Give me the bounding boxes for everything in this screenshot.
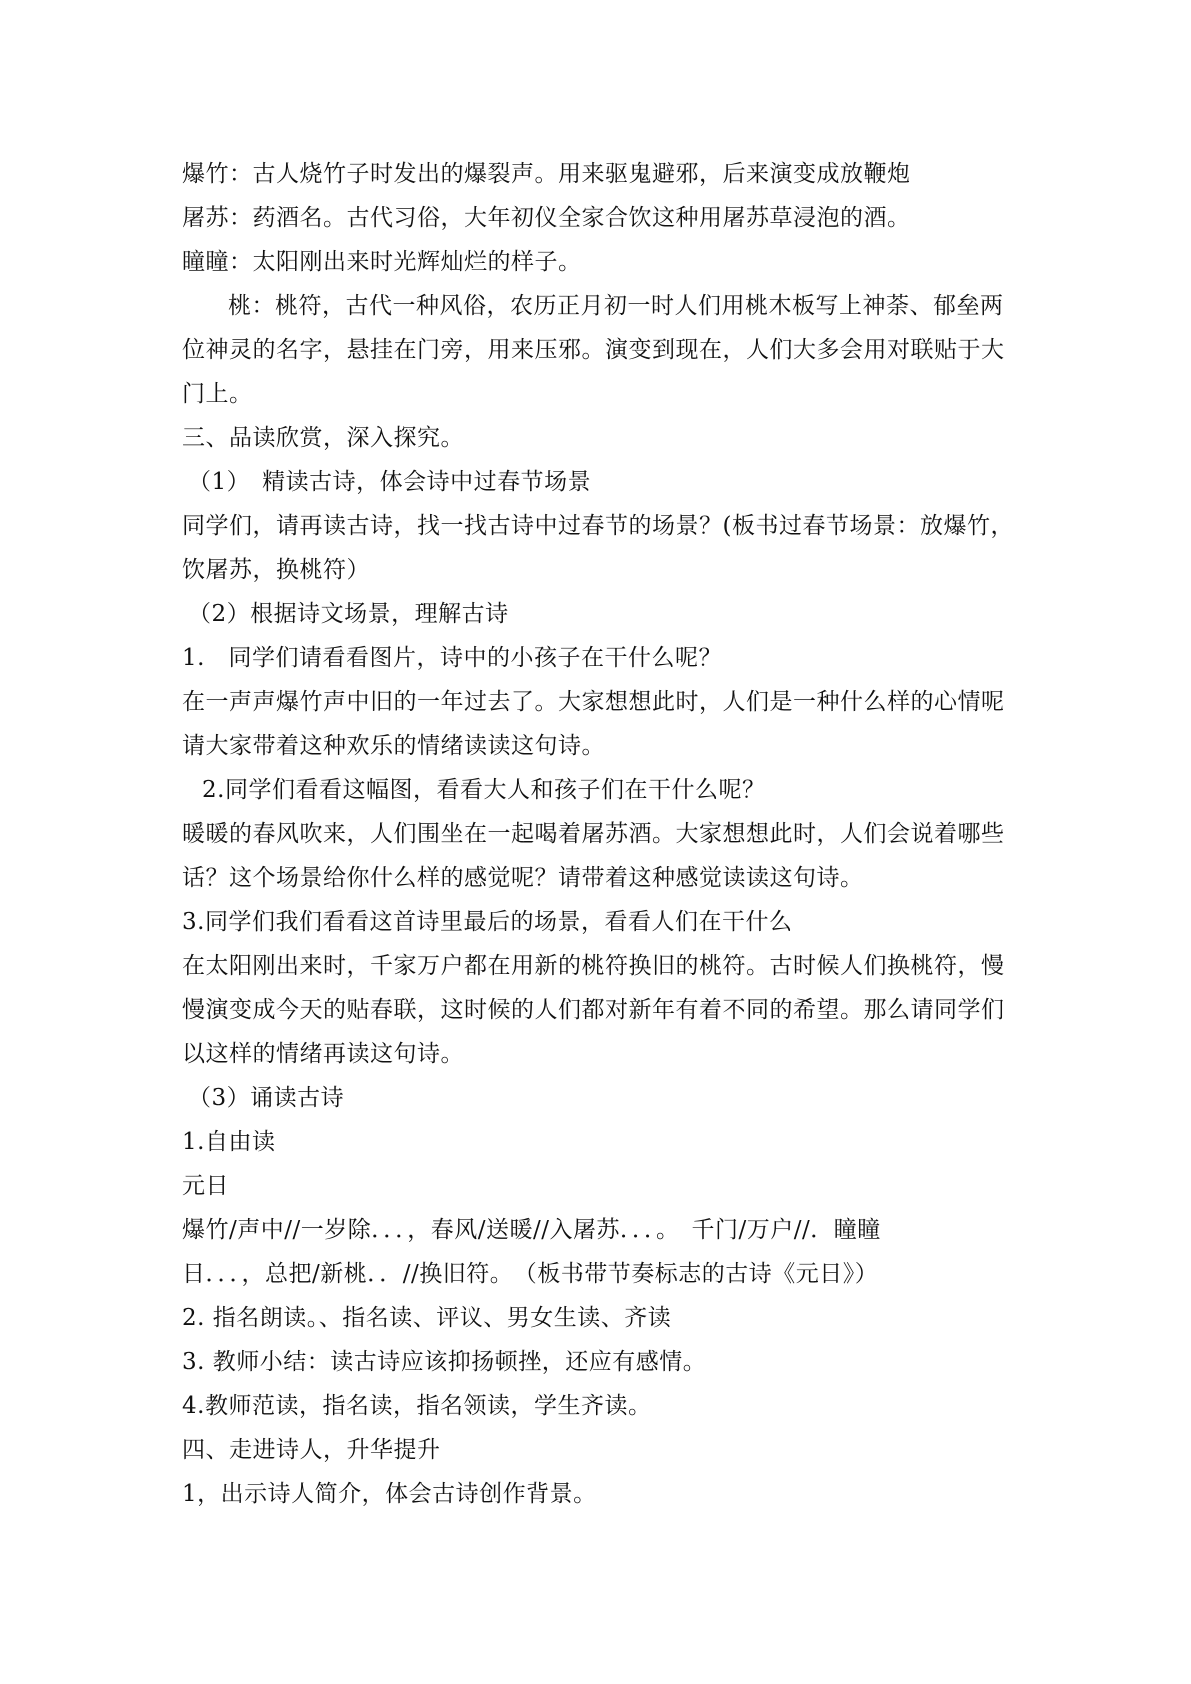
text-line: 以这样的情绪再读这句诗。 [182, 1041, 464, 1067]
text-line: 桃：桃符，古代一种风俗，农历正月初一时人们用桃木板写上神荼、郁垒两 [228, 293, 1004, 319]
text-line: 1.自由读 [182, 1129, 276, 1155]
text-line: 请大家带着这种欢乐的情绪读读这句诗。 [182, 733, 605, 759]
section-heading: 四、走进诗人，升华提升 [182, 1437, 441, 1463]
text-line: 屠苏：药酒名。古代习俗，大年初仪全家合饮这种用屠苏草浸泡的酒。 [182, 205, 911, 231]
subsection-heading: （1） 精读古诗，体会诗中过春节场景 [188, 469, 592, 495]
text-line: 位神灵的名字，悬挂在门旁，用来压邪。演变到现在，人们大多会用对联贴于大 [182, 337, 1005, 363]
text-line: 慢演变成今天的贴春联，这时候的人们都对新年有着不同的希望。那么请同学们 [182, 997, 1005, 1023]
text-line: 爆竹：古人烧竹子时发出的爆裂声。用来驱鬼避邪，后来演变成放鞭炮 [182, 161, 911, 187]
text-line: 暖暖的春风吹来，人们围坐在一起喝着屠苏酒。大家想想此时，人们会说着哪些 [182, 821, 1005, 847]
text-line: 3.同学们我们看看这首诗里最后的场景，看看人们在干什么 [182, 909, 793, 935]
text-line: 同学们，请再读古诗，找一找古诗中过春节的场景？(板书过春节场景：放爆竹， [182, 513, 1014, 539]
text-line: 4.教师范读，指名读，指名领读，学生齐读。 [182, 1393, 652, 1419]
document-body [182, 152, 1027, 1516]
text-line: 1. 同学们请看看图片，诗中的小孩子在干什么呢？ [182, 645, 722, 671]
text-line: 瞳瞳：太阳刚出来时光辉灿烂的样子。 [182, 249, 582, 275]
poem-line: 爆竹/声中//一岁除．．．，春风/送暖//入屠苏．．．。 千门/万户//．瞳瞳 [182, 1217, 881, 1243]
text-line: 门上。 [182, 381, 253, 407]
section-heading: 三、品读欣赏，深入探究。 [182, 425, 464, 451]
subsection-heading: （2）根据诗文场景，理解古诗 [188, 601, 509, 627]
subsection-heading: （3）诵读古诗 [188, 1085, 345, 1111]
text-line: 在太阳刚出来时，千家万户都在用新的桃符换旧的桃符。古时候人们换桃符，慢 [182, 953, 1005, 979]
poem-line: 日．．．，总把/新桃．．//换旧符。 （板书带节奏标志的古诗《元日》） [182, 1261, 879, 1287]
text-line: 1，出示诗人简介，体会古诗创作背景。 [182, 1481, 597, 1507]
text-line: 2.同学们看看这幅图，看看大人和孩子们在干什么呢？ [202, 777, 766, 803]
text-line: 3. 教师小结：读古诗应该抑扬顿挫，还应有感情。 [182, 1349, 707, 1375]
text-line: 在一声声爆竹声中旧的一年过去了。大家想想此时，人们是一种什么样的心情呢 [182, 689, 1005, 715]
text-line: 话？这个场景给你什么样的感觉呢？请带着这种感觉读读这句诗。 [182, 865, 864, 891]
text-line: 饮屠苏，换桃符） [182, 557, 370, 583]
poem-title: 元日 [182, 1173, 229, 1199]
text-line: 2. 指名朗读。、指名读、评议、男女生读、齐读 [182, 1305, 672, 1331]
